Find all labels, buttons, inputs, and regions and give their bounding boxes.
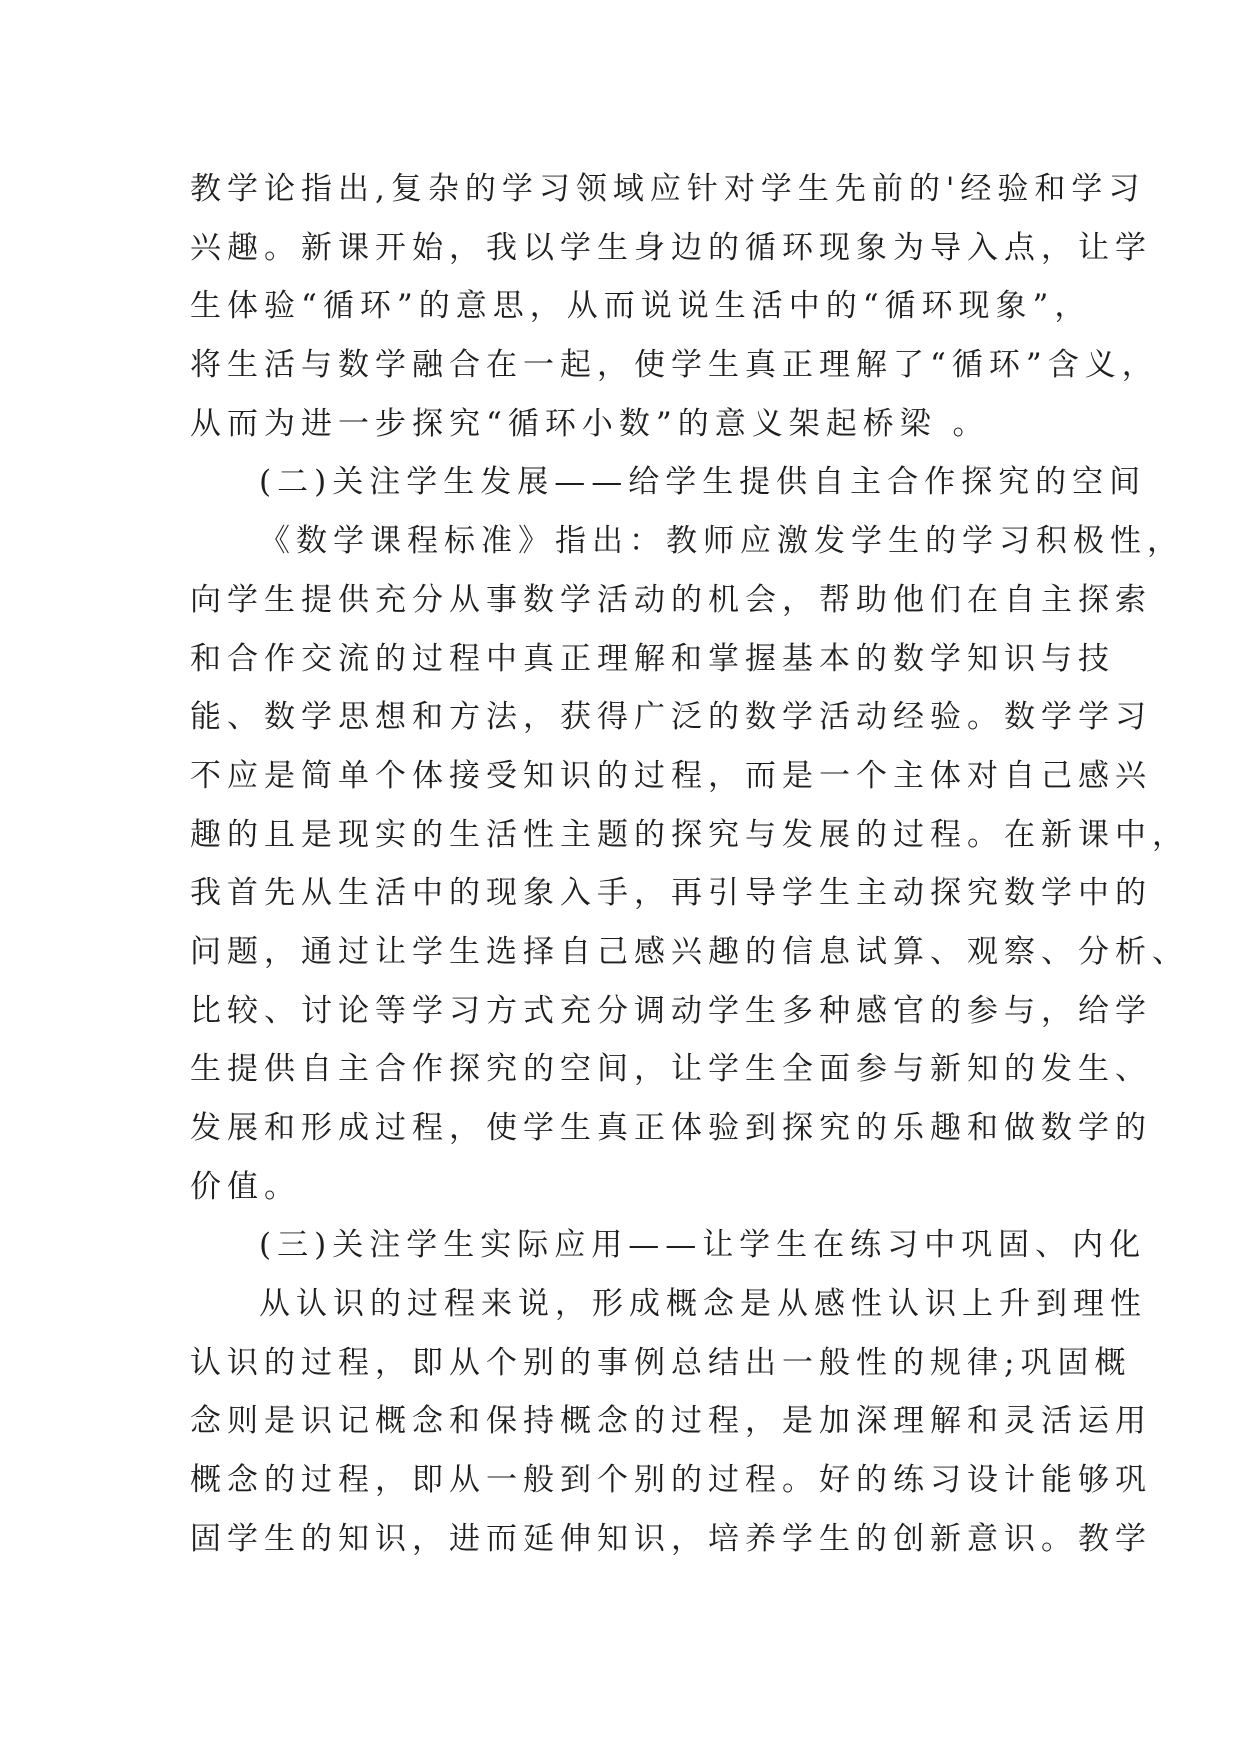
text-line: 概念的过程，即从一般到个别的过程。好的练习设计能够巩 [190,1462,1152,1499]
text-line: 固学生的知识，进而延伸知识，培养学生的创新意识。教学 [190,1520,1152,1557]
text-line: 问题，通过让学生选择自己感兴趣的信息试算、观察、分析、 [190,933,1189,970]
document-body [190,160,1189,1569]
text-line: 我首先从生活中的现象入手，再引导学生主动探究数学中的 [190,875,1152,912]
text-line: 能、数学思想和方法，获得广泛的数学活动经验。数学学习 [190,699,1152,736]
text-line: 生提供自主合作探究的空间，让学生全面参与新知的发生、 [190,1051,1152,1088]
text-line: 从认识的过程来说，形成概念是从感性认识上升到理性 [259,1286,1147,1323]
text-line: 将生活与数学融合在一起，使学生真正理解了“循环”含义， [190,347,1159,384]
text-line: 兴趣。新课开始，我以学生身边的循环现象为导入点，让学 [190,229,1152,266]
text-line: 生体验“循环”的意思，从而说说生活中的“循环现象”， [190,288,1092,325]
text-line: 发展和形成过程，使学生真正体验到探究的乐趣和做数学的 [190,1110,1152,1146]
text-line: 向学生提供充分从事数学活动的机会，帮助他们在自主探索 [190,581,1152,618]
text-line: 趣的且是现实的生活性主题的探究与发展的过程。在新课中， [190,816,1189,853]
text-line: 《数学课程标准》指出：教师应激发学生的学习积极性， [259,523,1184,560]
text-line: 从而为进一步探究“循环小数”的意义架起桥梁 。 [190,405,990,442]
text-line: 教学论指出,复杂的学习领域应针对学生先前的'经验和学习 [190,171,1146,207]
text-line: 认识的过程，即从个别的事例总结出一般性的规律;巩固概 [190,1344,1132,1381]
section-heading-3: (三)关注学生实际应用——让学生在练习中巩固、内化 [259,1227,1147,1264]
text-line: 价值。 [190,1168,301,1205]
text-line: 和合作交流的过程中真正理解和掌握基本的数学知识与技 [190,640,1115,677]
text-line: 比较、讨论等学习方式充分调动学生多种感官的参与，给学 [190,992,1152,1029]
text-line: 不应是简单个体接受知识的过程，而是一个主体对自己感兴 [190,757,1152,794]
text-line: 念则是识记概念和保持概念的过程，是加深理解和灵活运用 [190,1403,1152,1440]
section-heading-2: (二)关注学生发展——给学生提供自主合作探究的空间 [259,464,1147,501]
